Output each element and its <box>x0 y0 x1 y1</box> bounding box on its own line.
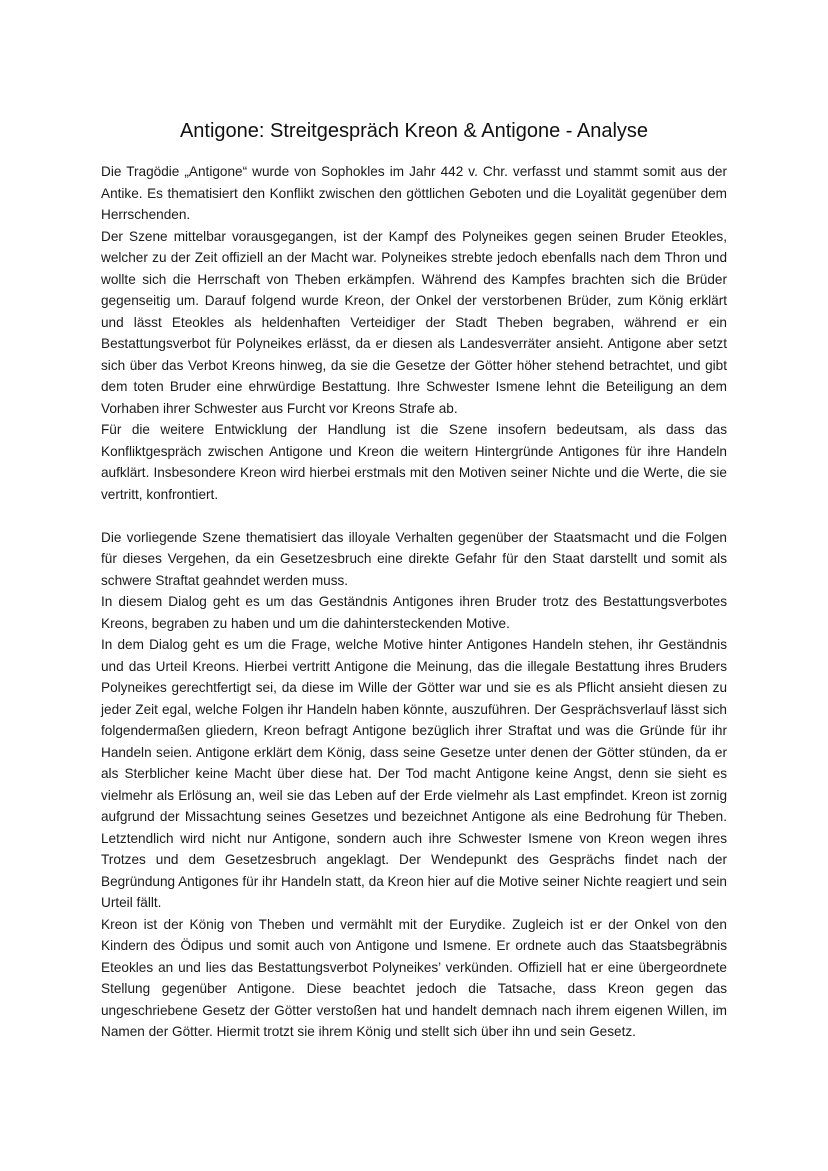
document-body <box>101 161 727 1043</box>
paragraph-kreon: Kreon ist der König von Theben und vermählt mit der Eurydike. Zugleich ist er der Onkel von den Kindern des Ödipus und somit auch von Antigone und Ismene. Er ordnete auch das Staatsbegräbnis Eteokles an und lies das Bestattungsverbot Polyneikes’ verkünden. Offiziell hat er eine übergeordnete Stellung gegenüber Antigone. Diese beachtet jedoch die Tatsache, dass Kreon gegen das ungeschriebene Gesetz der Götter verstoßen hat und handelt demnach nach ihrem eigenen Willen, im Namen der Götter. Hiermit trotzt sie ihrem König und stellt sich über ihn und sein Gesetz. <box>101 916 727 1039</box>
paragraph-dialog-analysis: In dem Dialog geht es um die Frage, welche Motive hinter Antigones Handeln stehen, ihr Geständnis und das Urteil Kreons. Hierbei vertritt Antigone die Meinung, das die illegale Bestattung ihres Bruders Polyneikes gerechtfertigt sei, da diese im Wille der Götter war und sie es als Pflicht ansieht diesen zu jeder Zeit egal, welche Folgen ihr Handeln haben könnte, auszuführen. Der Gesprächsverlauf lässt sich folgendermaßen gliedern, Kreon befragt Antigone bezüglich ihrer Straftat und was die Gründe für ihr Handeln seien. Antigone erklärt dem König, dass seine Gesetze unter denen der Götter stünden, da er als Sterblicher keine Macht über diese hat. Der Tod macht Antigone keine Angst, denn sie sieht es vielmehr als Erlösung an, weil sie das Leben auf der Erde vielmehr als Last empfindet. Kreon ist zornig aufgrund der Missachtung seines Gesetzes und bezeichnet Antigone als eine Bedrohung für Theben. Letztendlich wird nicht nur Antigone, sondern auch ihre Schwester Ismene von Kreon wegen ihres Trotzes und dem Gesetzesbruch angeklagt. Der Wendepunkt des Gesprächs findet nach der Begründung Antigones für ihr Handeln statt, da Kreon hier auf die Motive seiner Nichte reagiert und sein Urteil fällt. <box>101 637 727 910</box>
paragraph-significance: Für die weitere Entwicklung der Handlung ist die Szene insofern bedeutsam, als dass das Konfliktgespräch zwischen Antigone und Kreon die weitern Hintergründe Antigones für ihre Handeln aufklärt. Insbesondere Kreon wird hierbei erstmals mit den Motiven seiner Nichte und die Werte, die sie vertritt, konfrontiert. <box>101 422 727 502</box>
document-title: Antigone: Streitgespräch Kreon & Antigone - Analyse <box>179 120 649 142</box>
paragraph-theme: Die vorliegende Szene thematisiert das illoyale Verhalten gegenüber der Staatsmacht und die Folgen für dieses Vergehen, da ein Gesetzesbruch eine direkte Gefahr für den Staat darstellt und somit als schwere Straftat geahndet werden muss. <box>101 529 727 588</box>
paragraph-dialog-summary: In diesem Dialog geht es um das Geständnis Antigones ihren Bruder trotz des Bestattungsverbotes Kreons, begraben zu haben und um die dahintersteckenden Motive. <box>101 594 727 631</box>
paragraph-intro: Die Tragödie „Antigone“ wurde von Sophokles im Jahr 442 v. Chr. verfasst und stammt somit aus der Antike. Es thematisiert den Konflikt zwischen den göttlichen Geboten und die Loyalität gegenüber dem Herrschenden. <box>101 164 727 222</box>
paragraph-background: Der Szene mittelbar vorausgegangen, ist der Kampf des Polyneikes gegen seinen Bruder Eteokles, welcher zu der Zeit offiziell an der Macht war. Polyneikes strebte jedoch ebenfalls nach dem Thron und wollte sich die Herrschaft von Theben erkämpfen. Während des Kampfes brachten sich die Brüder gegenseitig um. Darauf folgend wurde Kreon, der Onkel der verstorbenen Brüder, zum König erklärt und lässt Eteokles als heldenhaften Verteidiger der Stadt Theben begraben, während er ein Bestattungsverbot für Polyneikes erlässt, da er diesen als Landesverräter ansieht. Antigone aber setzt sich über das Verbot Kreons hinweg, da sie die Gesetze der Götter höher stehend betrachtet, und gibt dem toten Bruder eine ehrwürdige Bestattung. Ihre Schwester Ismene lehnt die Beteiligung an dem Vorhaben ihrer Schwester aus Furcht vor Kreons Strafe ab. <box>101 228 727 416</box>
